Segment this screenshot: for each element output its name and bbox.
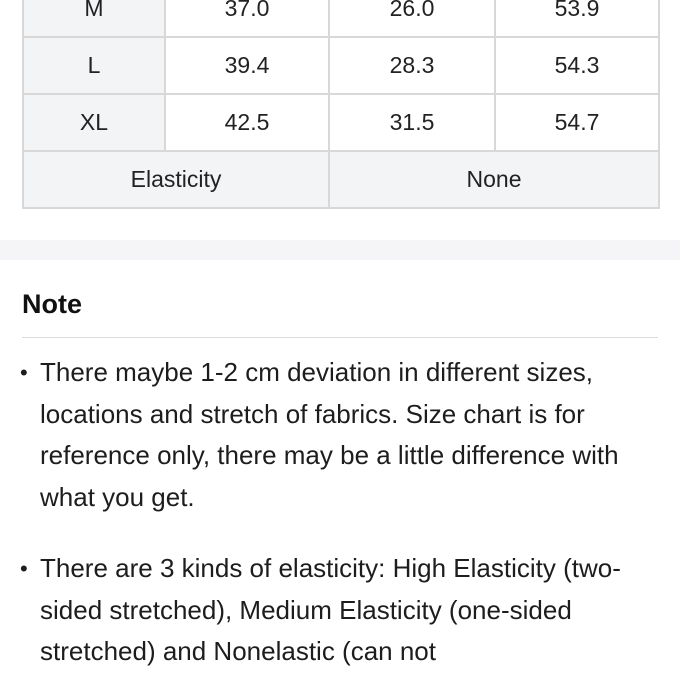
size-chart-table (22, 0, 658, 209)
measurement-cell: 42.5 (165, 94, 329, 151)
measurement-cell: 54.3 (495, 37, 659, 94)
measurement-cell: 53.9 (495, 0, 659, 37)
measurement-cell: 54.7 (495, 94, 659, 151)
note-list (22, 352, 658, 673)
note-section (22, 260, 658, 680)
table-row (23, 37, 659, 94)
size-cell: L (23, 37, 165, 94)
measurement-cell: 39.4 (165, 37, 329, 94)
table-row (23, 0, 659, 37)
measurement-cell: 28.3 (329, 37, 495, 94)
size-cell: M (23, 0, 165, 37)
list-item (22, 352, 658, 519)
list-item (22, 548, 658, 673)
measurement-cell: 31.5 (329, 94, 495, 151)
section-divider (0, 240, 680, 260)
table-row-elasticity (23, 151, 659, 208)
elasticity-label: Elasticity (23, 151, 329, 208)
bullet-icon: • (20, 555, 28, 581)
elasticity-value: None (329, 151, 659, 208)
table-row (23, 94, 659, 151)
size-cell: XL (23, 94, 165, 151)
measurement-cell: 26.0 (329, 0, 495, 37)
size-table (22, 0, 660, 209)
note-text: There maybe 1-2 cm deviation in different sizes, locations and stretch of fabrics. Size chart is for reference only, there may be a little difference with what you get. (40, 357, 619, 513)
bullet-icon: • (20, 360, 28, 385)
note-title: Note (22, 260, 658, 338)
measurement-cell: 37.0 (165, 0, 329, 37)
note-text: There are 3 kinds of elasticity: High Elasticity (two-sided stretched), Medium Elasticity (one-sided stretched) and Nonelastic (can not (40, 552, 621, 667)
